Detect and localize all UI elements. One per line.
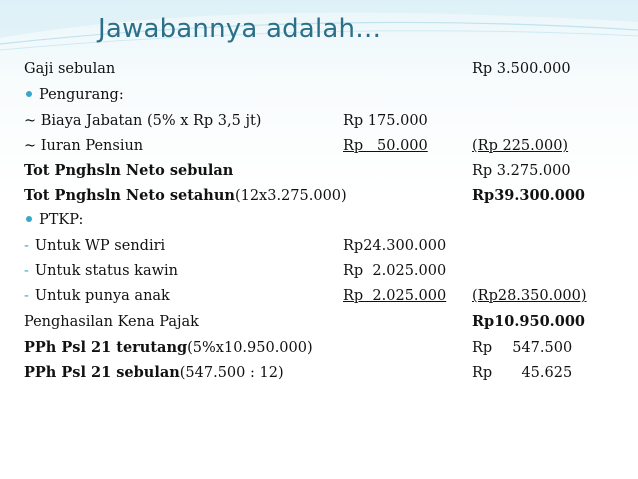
status-kawin-value: Rp 2.025.000: [343, 263, 447, 279]
row-pkp: [24, 311, 624, 333]
iuran-pensiun-total: (Rp 225.000): [472, 138, 569, 154]
row-pph-sebulan: [24, 362, 624, 384]
pph-terutang-amount: 547.500: [512, 340, 573, 356]
pkp-total: Rp10.950.000: [472, 313, 585, 330]
neto-setahun-total: Rp39.300.000: [472, 187, 585, 204]
wp-sendiri-value: Rp24.300.000: [343, 238, 447, 254]
pph-sebulan-amount: 45.625: [521, 365, 573, 381]
pph-terutang-formula: (5%x10.950.000): [187, 340, 313, 356]
biaya-jabatan-label: ~ Biaya Jabatan (5% x Rp 3,5 jt): [24, 113, 262, 129]
row-ptkp: [24, 209, 624, 231]
dash-icon: -: [24, 263, 29, 279]
neto-sebulan-label: Tot Pnghsln Neto sebulan: [24, 162, 234, 179]
dash-icon: -: [24, 288, 29, 304]
row-biaya-jabatan: [24, 110, 624, 132]
status-kawin-label: Untuk status kawin: [34, 263, 178, 279]
row-punya-anak: [24, 285, 624, 307]
pkp-label: Penghasilan Kena Pajak: [24, 314, 199, 330]
pph-sebulan-formula: (547.500 : 12): [179, 365, 284, 381]
pph-sebulan-currency: Rp: [472, 365, 493, 381]
pph-terutang-label: PPh Psl 21 terutang: [24, 339, 188, 356]
ptkp-label: PTKP:: [39, 212, 84, 228]
row-neto-setahun: [24, 185, 624, 207]
punya-anak-value: Rp 2.025.000: [343, 288, 447, 304]
gaji-label: Gaji sebulan: [24, 61, 116, 77]
punya-anak-total: (Rp28.350.000): [472, 288, 587, 304]
iuran-pensiun-value: Rp 50.000: [343, 138, 428, 154]
row-iuran-pensiun: [24, 135, 624, 157]
punya-anak-label: Untuk punya anak: [34, 288, 170, 304]
neto-setahun-formula: (12x3.275.000): [234, 188, 347, 204]
neto-sebulan-total: Rp 3.275.000: [472, 163, 571, 179]
wp-sendiri-label: Untuk WP sendiri: [34, 238, 166, 254]
row-wp-sendiri: [24, 235, 624, 257]
slide-title: Jawabannya adalah…: [98, 14, 382, 44]
row-pengurang: [24, 84, 624, 106]
dash-icon: -: [24, 238, 29, 254]
pph-sebulan-label: PPh Psl 21 sebulan: [24, 364, 180, 381]
row-gaji-sebulan: [24, 58, 624, 80]
bullet-icon: [26, 216, 32, 222]
pengurang-label: Pengurang:: [39, 87, 124, 103]
row-status-kawin: [24, 260, 624, 282]
iuran-pensiun-label: ~ Iuran Pensiun: [24, 138, 144, 154]
gaji-total: Rp 3.500.000: [472, 61, 571, 77]
row-pph-terutang: [24, 337, 624, 359]
bullet-icon: [26, 91, 32, 97]
neto-setahun-label: Tot Pnghsln Neto setahun: [24, 187, 235, 204]
biaya-jabatan-value: Rp 175.000: [343, 113, 428, 129]
row-neto-sebulan: [24, 160, 624, 182]
pph-terutang-currency: Rp: [472, 340, 493, 356]
